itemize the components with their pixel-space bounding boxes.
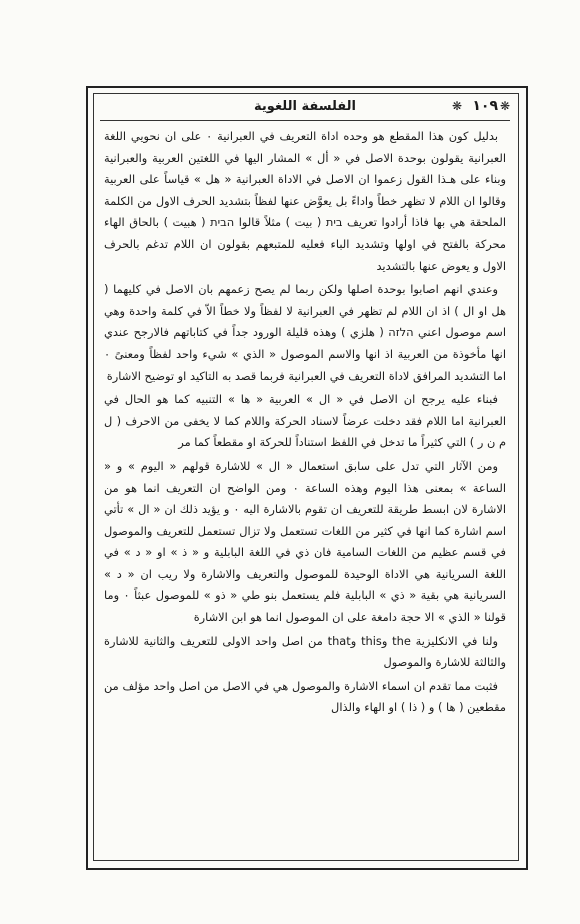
paragraph: ومن الآثار التي تدل على سابق استعمال « ال » للاشارة قولهم « اليوم » و « الساعة » بمعنى هذا اليوم وهذه الساعة ٠ ومن الواضح ان التعريف انما هو من الاشارة لان ابسط طريقة للتعريف ان تقوم بالاشارة اليه ٠ و يؤيد ذلك ان « ال » تأتي اسم اشارة كما انها في كثير من اللغات تستعمل ولا تزال تستعمل للتعريف والموصول في قسم عظيم من اللغات السامية فان ذي في اللغة البابلية و « ذ » او « د » في اللغة السريانية هي الاداة الوحيدة للموصول والتعريف والاشارة ولا ريب ان « د » السريانية هي بقية « ذي » البابلية فلم يستعمل بنو طي « ذو » للموصول عبثاً ٠ وما قولنا « الذي » الا حجة دامغة على ان الموصول انما هو ابن الاشارة xyxy=(104,458,506,625)
page-header xyxy=(100,96,510,122)
header-rule xyxy=(100,120,510,121)
ornament-icon: ❋ xyxy=(499,99,510,113)
running-title: الفلسفة اللغوية xyxy=(254,99,356,114)
body-text xyxy=(104,126,506,719)
paragraph: فبناء عليه يرجح ان الاصل في « ال » العربية « ها » التنبيه كما هو الحال في العبرانية اما اللام فقد دخلت عرضاً لاسناد الحركة واللام كما لا يخفى من الاحرف ( ل م ن ر ) التي كثيراً ما تدخل في اللفظ استناداً للحركة او مقطعاً كما مر xyxy=(104,392,506,450)
ornament-icon: ❋ xyxy=(451,99,462,113)
paragraph: بدليل كون هذا المقطع هو وحده اداة التعريف في العبرانية ٠ على ان نحويي اللغة العبرانية يقولون بوحدة الاصل في « أل » المشار اليها في اللغتين العربية والعبرانية وبناء على هـذا القول زعموا ان الاصل في الاداة العبرانية « هل » قياساً على العربية وقالوا ان اللام لا تظهر خطاً واداءً بل يعوَّض عنها لفظاً بتشديد الحرف الاول من الكلمة الملحقة هي بها فاذا أرادوا تعريف בית ( بيت ) مثلاً قالوا הבית ( هبيت ) بالحاق الهاء محركة بالفتح في اولها وتشديد الباء فعليه للمتبعهم بقولون ان اللام تدغم بالحرف الاول و يعوض عنها بالتشديد xyxy=(104,129,506,273)
page-number: ١٠٩ xyxy=(472,98,498,114)
paragraph: ولنا في الانكليزية the وthis وthat من اصل واحد الاولى للتعريف والثانية للاشارة والثالثة للاشارة والموصول xyxy=(104,633,506,670)
paragraph: وعندي انهم اصابوا بوحدة اصلها ولكن ربما لم يصح زعمهم بان الاصل في كليهما ( هل او ال ) اذ ان اللام لم تظهر في العبرانية لا لفظاً ولا خطاً الاّ في كلمة واحدة وهي اسم موصول اعني הלזה ( هلزي ) وهذه قليلة الورود جداً في كتاباتهم فالارجح عندي انها مأخوذة من العربية اذ انها والاسم الموصول « الذي » شيء واحد لفظاً ومعنىً ٠ اما التشديد المرافق لاداة التعريف في العبرانية فربما قصد به التاكيد او توضيح الاشارة xyxy=(104,282,506,383)
paragraph: فثبت مما تقدم ان اسماء الاشارة والموصول هي في الاصل من اصل واحد مؤلف من مقطعين ( ها ) و ( ذا ) او الهاء والذال xyxy=(104,678,506,715)
